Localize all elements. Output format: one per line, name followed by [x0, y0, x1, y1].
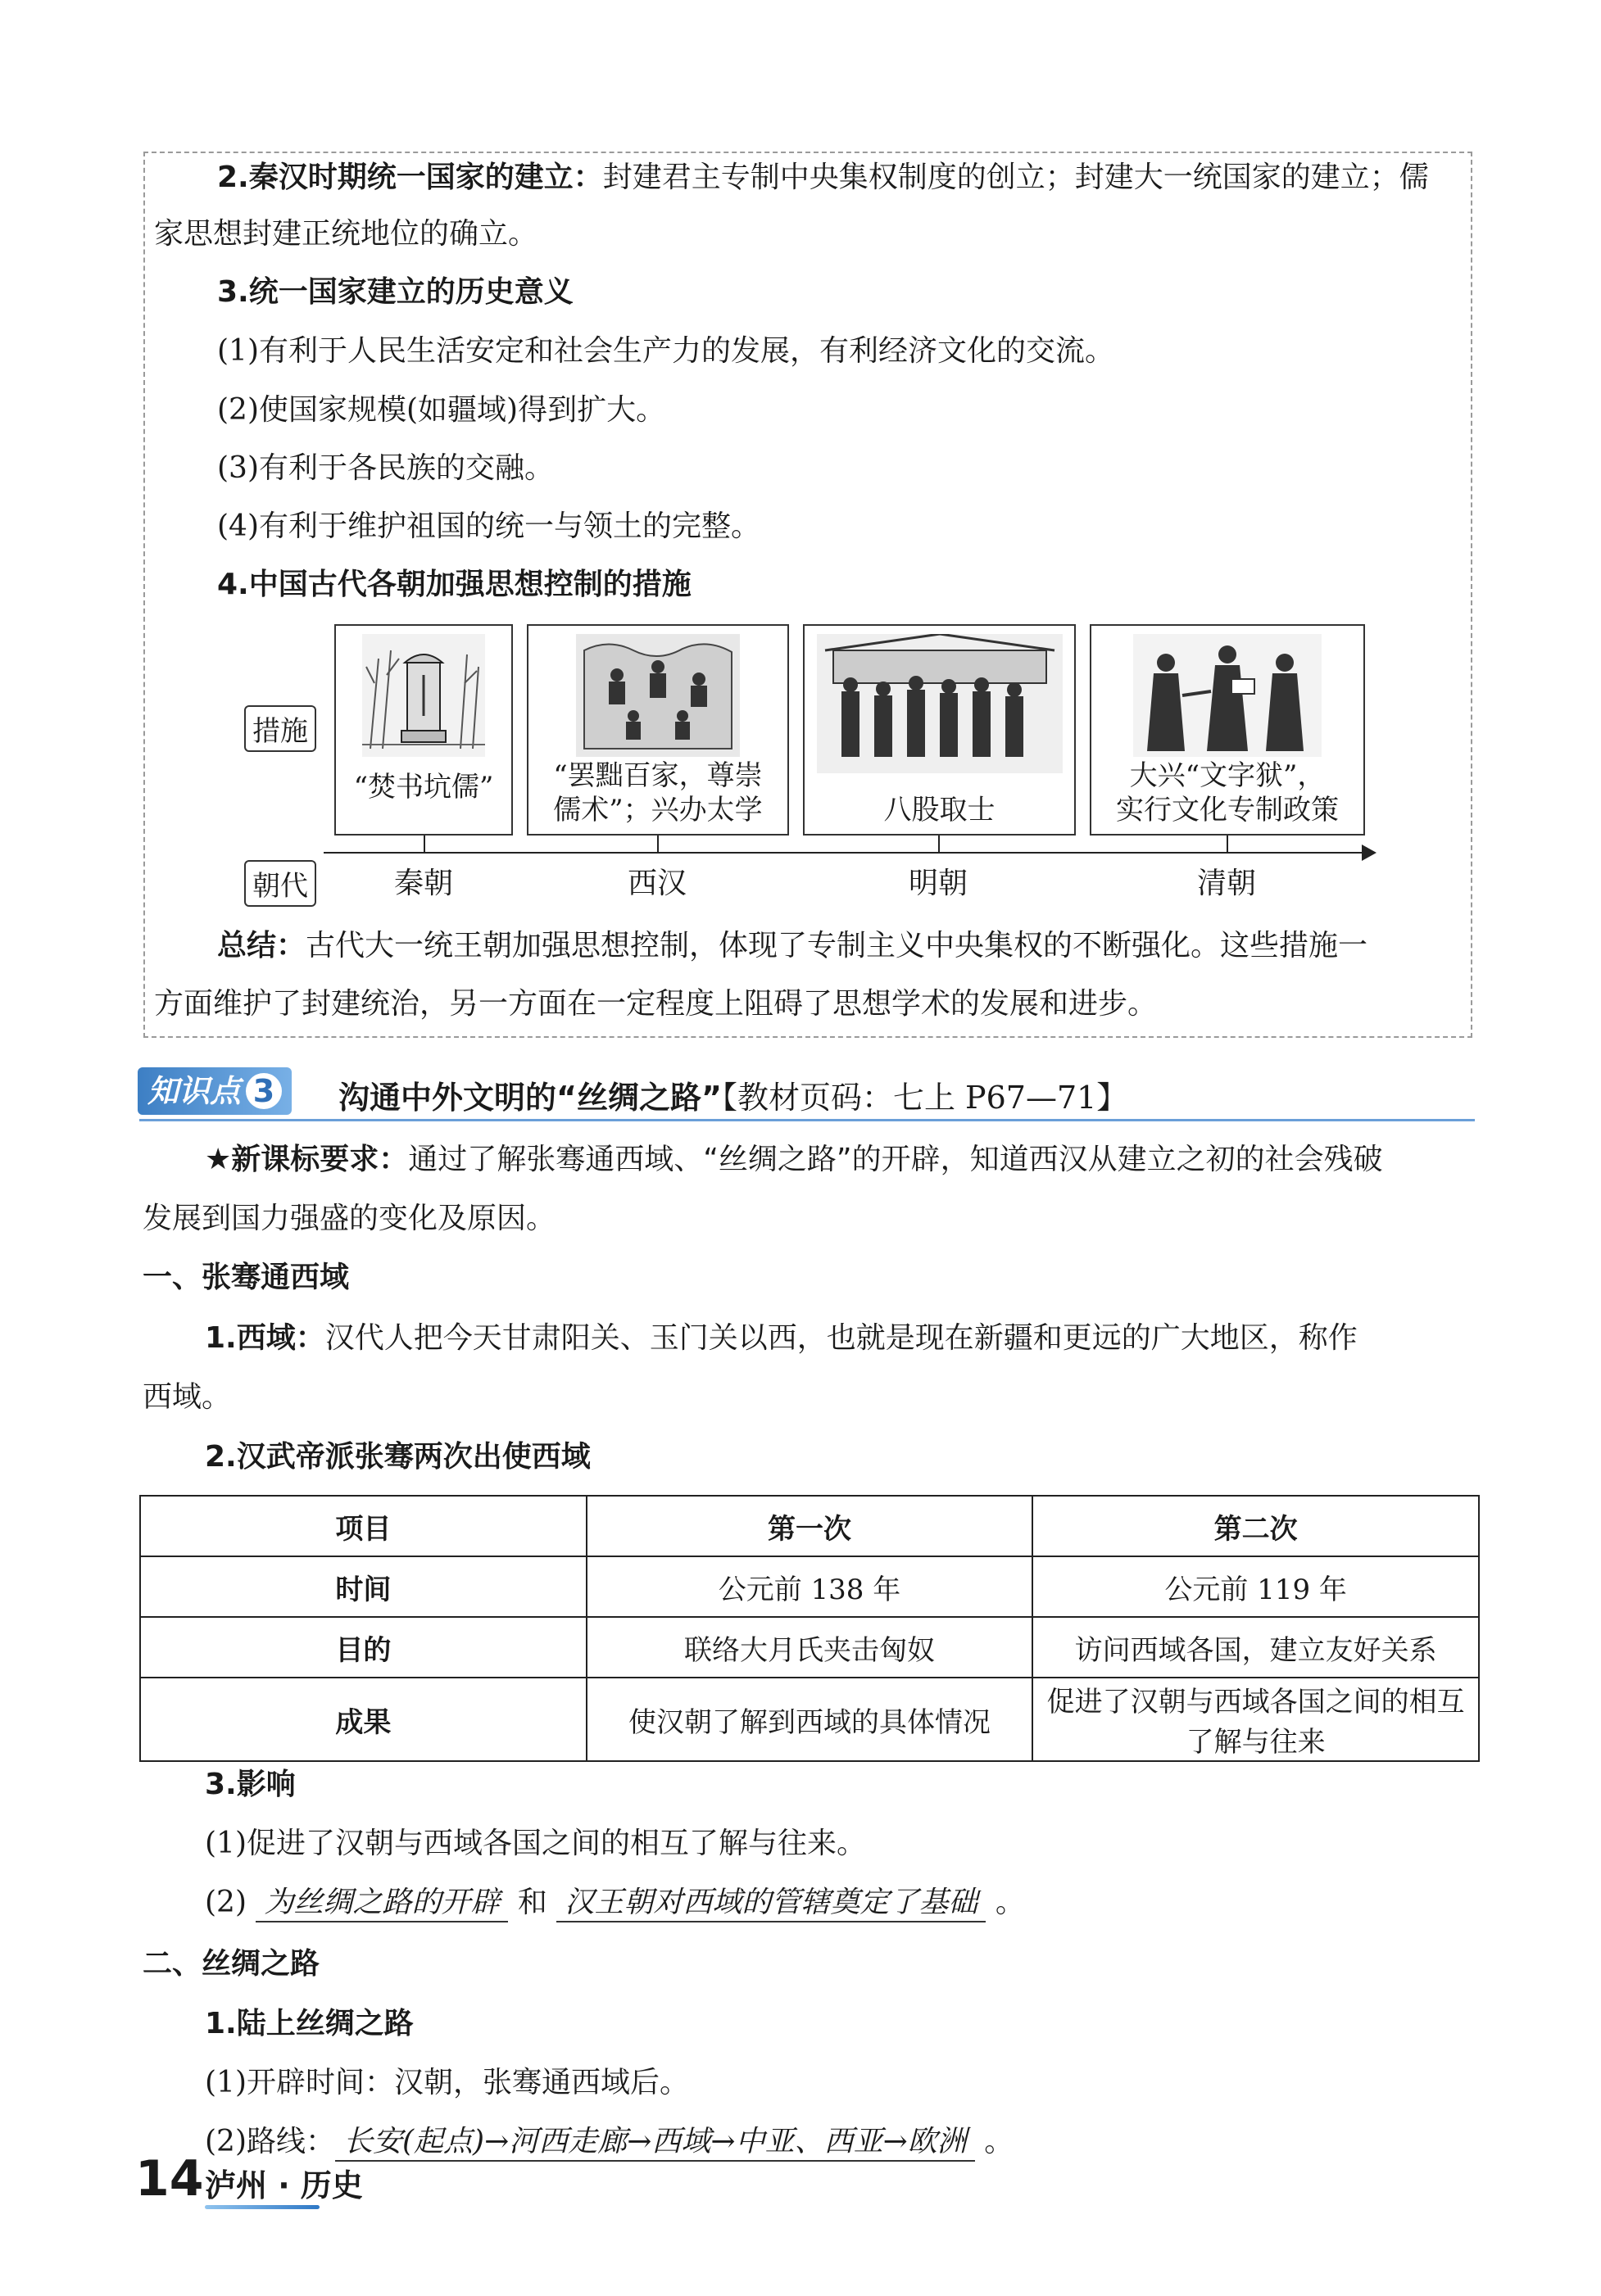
summary-label: 总结： [217, 929, 306, 962]
sec1-p1-body: 汉代人把今天甘肃阳关、玉门关以西，也就是现在新疆和更远的广大地区，称作 [324, 1321, 1358, 1355]
table-cell: 使汉朝了解到西域的具体情况 [587, 1678, 1033, 1761]
sec1-p1-body-2: 西域。 [143, 1380, 232, 1414]
p2-line [217, 154, 1429, 196]
dynasty-ming: 明朝 [908, 867, 968, 900]
measure-caption-qing-2: 实行文化专制政策 [1116, 794, 1339, 826]
p3-item-1: (1)有利于人民生活安定和社会生产力的发展，有利经济文化的交流。 [217, 334, 1114, 368]
measure-caption-qing-1: 大兴“文字狱”， [1129, 759, 1326, 792]
p3-item-4: (4)有利于维护祖国的统一与领土的完整。 [217, 509, 760, 543]
dynasty-qing: 清朝 [1196, 867, 1256, 900]
p4-title: 4.中国古代各朝加强思想控制的措施 [217, 568, 692, 601]
fill-blank-answer: 汉王朝对西域的管辖奠定了基础 [556, 1886, 986, 1922]
sec1-p3-title: 3.影响 [205, 1768, 296, 1801]
officials-illustration-icon [1133, 634, 1322, 757]
table-cell: 公元前 119 年 [1032, 1556, 1479, 1617]
sec1-p1-line [205, 1315, 1358, 1356]
timeline-tick [424, 836, 425, 852]
stele-illustration-icon [362, 634, 485, 757]
table-header-cell: 项目 [140, 1496, 587, 1556]
table-header-cell: 第一次 [587, 1496, 1033, 1556]
sec1-heading: 一、张骞通西域 [143, 1261, 350, 1294]
table-row [140, 1556, 1479, 1617]
table-cell: 时间 [140, 1556, 587, 1617]
measure-caption-han-2: 儒术”；兴办太学 [553, 794, 763, 826]
table-header-row [140, 1496, 1479, 1556]
sec2-p1-title: 1.陆上丝绸之路 [205, 2007, 414, 2040]
measure-card-qing [1090, 624, 1365, 836]
dynasty-label: 朝代 [244, 860, 316, 907]
p2-body: 封建君主专制中央集权制度的创立；封建大一统国家的建立；儒 [602, 161, 1429, 194]
timeline-tick [1227, 836, 1228, 852]
p3-title: 3.统一国家建立的历史意义 [217, 275, 574, 309]
req-text-1: 通过了解张骞通西域、“丝绸之路”的开辟，知道西汉从建立之初的社会残破 [408, 1143, 1383, 1176]
req-line-2: 发展到国力强盛的变化及原因。 [143, 1202, 556, 1235]
fill-prefix: (2) [205, 1886, 247, 1919]
badge-text: 知识点 [147, 1073, 241, 1109]
route-prefix: (2)路线： [205, 2125, 335, 2158]
table-cell: 促进了汉朝与西域各国之间的相互了解与往来 [1032, 1678, 1479, 1761]
sec1-p3-item-1: (1)促进了汉朝与西域各国之间的相互了解与往来。 [205, 1827, 866, 1860]
k3-title-line [338, 1072, 1127, 1117]
req-label: ★新课标要求： [205, 1143, 409, 1176]
sec2-p1-item-2 [205, 2118, 1014, 2160]
timeline-tick [938, 836, 940, 852]
page-label-underline [205, 2205, 320, 2209]
badge-number: 3 [246, 1073, 282, 1109]
exam-crowd-illustration-icon [817, 634, 1063, 773]
table-cell: 成果 [140, 1678, 587, 1761]
k3-underline [139, 1119, 1475, 1121]
fill-blank-answer: 为丝绸之路的开辟 [256, 1886, 508, 1922]
table-header-cell: 第二次 [1032, 1496, 1479, 1556]
summary-line-2: 方面维护了封建统治，另一方面在一定程度上阻碍了思想学术的发展和进步。 [154, 987, 1158, 1021]
page-number: 14 [135, 2150, 204, 2208]
knowledge-point-badge [138, 1067, 292, 1115]
sec1-p1-title: 1.西域： [205, 1321, 325, 1355]
p3-item-3: (3)有利于各民族的交融。 [217, 451, 554, 485]
route-answer: 长安(起点)→河西走廊→西域→中亚、西亚→欧洲 [335, 2125, 975, 2162]
k3-title: 沟通中外文明的“丝绸之路” [338, 1080, 722, 1116]
table-cell: 目的 [140, 1617, 587, 1678]
p2-body-2: 家思想封建正统地位的确立。 [154, 217, 538, 251]
p3-item-2: (2)使国家规模(如疆域)得到扩大。 [217, 393, 666, 427]
p2-title: 2.秦汉时期统一国家的建立： [217, 161, 603, 194]
k3-ref: 【教材页码：七上 P67—71】 [721, 1080, 1128, 1116]
route-end: 。 [984, 2125, 1014, 2158]
dynasty-western-han: 西汉 [627, 867, 687, 900]
measure-caption-ming: 八股取士 [883, 794, 996, 826]
timeline-arrow-icon [1362, 845, 1376, 861]
sec1-p3-item-2 [205, 1879, 1025, 1921]
table-cell: 公元前 138 年 [587, 1556, 1033, 1617]
measure-card-ming [803, 624, 1076, 836]
fill-connector: 和 [517, 1886, 547, 1919]
measure-caption-qin: “焚书坑儒” [353, 771, 494, 804]
measure-caption-han-1: “罢黜百家，尊崇 [553, 759, 763, 792]
table-cell: 联络大月氏夹击匈奴 [587, 1617, 1033, 1678]
table-row [140, 1678, 1479, 1761]
fill-end: 。 [995, 1886, 1025, 1919]
page-label: 泸州 · 历史 [205, 2167, 363, 2203]
table-row [140, 1617, 1479, 1678]
missions-table [139, 1495, 1480, 1762]
measure-card-western-han [527, 624, 789, 836]
summary-line-1 [217, 922, 1367, 964]
table-cell: 访问西域各国，建立友好关系 [1032, 1617, 1479, 1678]
timeline-tick [657, 836, 659, 852]
measure-card-qin [334, 624, 513, 836]
req-line-1 [205, 1136, 1383, 1178]
summary-text-1: 古代大一统王朝加强思想控制，体现了专制主义中央集权的不断强化。这些措施一 [306, 929, 1368, 962]
scholars-illustration-icon [576, 634, 740, 757]
measures-label: 措施 [244, 705, 316, 752]
dynasty-qin: 秦朝 [393, 867, 453, 900]
sec2-p1-item-1: (1)开辟时间：汉朝，张骞通西域后。 [205, 2066, 689, 2099]
sec1-p2-title: 2.汉武帝派张骞两次出使西域 [205, 1440, 591, 1474]
timeline-axis [324, 852, 1366, 854]
sec2-heading: 二、丝绸之路 [143, 1947, 320, 1981]
